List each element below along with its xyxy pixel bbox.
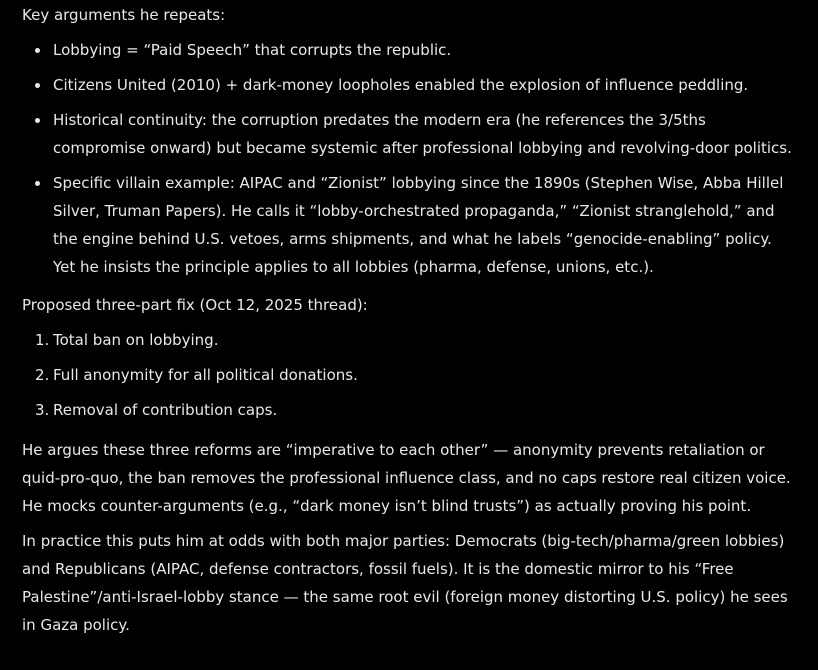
item-number: 3.	[35, 401, 50, 419]
list-item-text: Specific villain example: AIPAC and “Zionist” lobbying since the 1890s (Stephen Wise, Abba Hillel Silver, Truman Papers). He calls it “lobby-orchestrated propaganda,” “Zionist stranglehold,” and the engine behind U.S. vetoes, arms shipments, and what he labels “genocide-enabling” policy. Yet he insists the principle applies to all lobbies (pharma, defense, unions, etc.).	[53, 174, 784, 276]
bullet-dot-icon	[35, 181, 40, 186]
list-item	[22, 169, 794, 281]
key-arguments-list	[22, 36, 794, 281]
list-item-text: Citizens United (2010) + dark-money loopholes enabled the explosion of influence peddling.	[53, 76, 749, 94]
bullet-dot-icon	[35, 83, 40, 88]
chat-response	[0, 1, 818, 670]
item-number: 1.	[35, 331, 50, 349]
numbered-item	[22, 396, 794, 424]
body-paragraph-practice: In practice this puts him at odds with both major parties: Democrats (big-tech/pharma/green lobbies) and Republicans (AIPAC, defense contractors, fossil fuels). It is the domestic mirror to his “Free Palestine”/anti-Israel-lobby stance — the same root evil (foreign money distorting U.S. policy) he sees in Gaza policy.	[22, 532, 788, 634]
list-item	[22, 106, 794, 162]
section-heading-key-arguments: Key arguments he repeats:	[22, 6, 226, 24]
numbered-item	[22, 361, 794, 389]
numbered-item-text: Full anonymity for all political donations.	[53, 366, 358, 384]
numbered-item-text: Removal of contribution caps.	[53, 401, 278, 419]
numbered-item-text: Total ban on lobbying.	[53, 331, 219, 349]
list-item	[22, 71, 794, 99]
bullet-dot-icon	[35, 48, 40, 53]
section-heading-proposed-fix: Proposed three-part fix (Oct 12, 2025 thread):	[22, 296, 368, 314]
list-item	[22, 36, 794, 64]
item-number: 2.	[35, 366, 50, 384]
body-paragraph-reforms: He argues these three reforms are “imperative to each other” — anonymity prevents retaliation or quid-pro-quo, the ban removes the professional influence class, and no caps restore real citizen voice. He mocks counter-arguments (e.g., “dark money isn’t blind trusts”) as actually proving his point.	[22, 441, 791, 515]
proposed-fix-list	[22, 326, 794, 424]
numbered-item	[22, 326, 794, 354]
bullet-dot-icon	[35, 118, 40, 123]
list-item-text: Lobbying = “Paid Speech” that corrupts the republic.	[53, 41, 452, 59]
list-item-text: Historical continuity: the corruption predates the modern era (he references the 3/5ths compromise onward) but became systemic after professional lobbying and revolving-door politics.	[53, 111, 792, 157]
